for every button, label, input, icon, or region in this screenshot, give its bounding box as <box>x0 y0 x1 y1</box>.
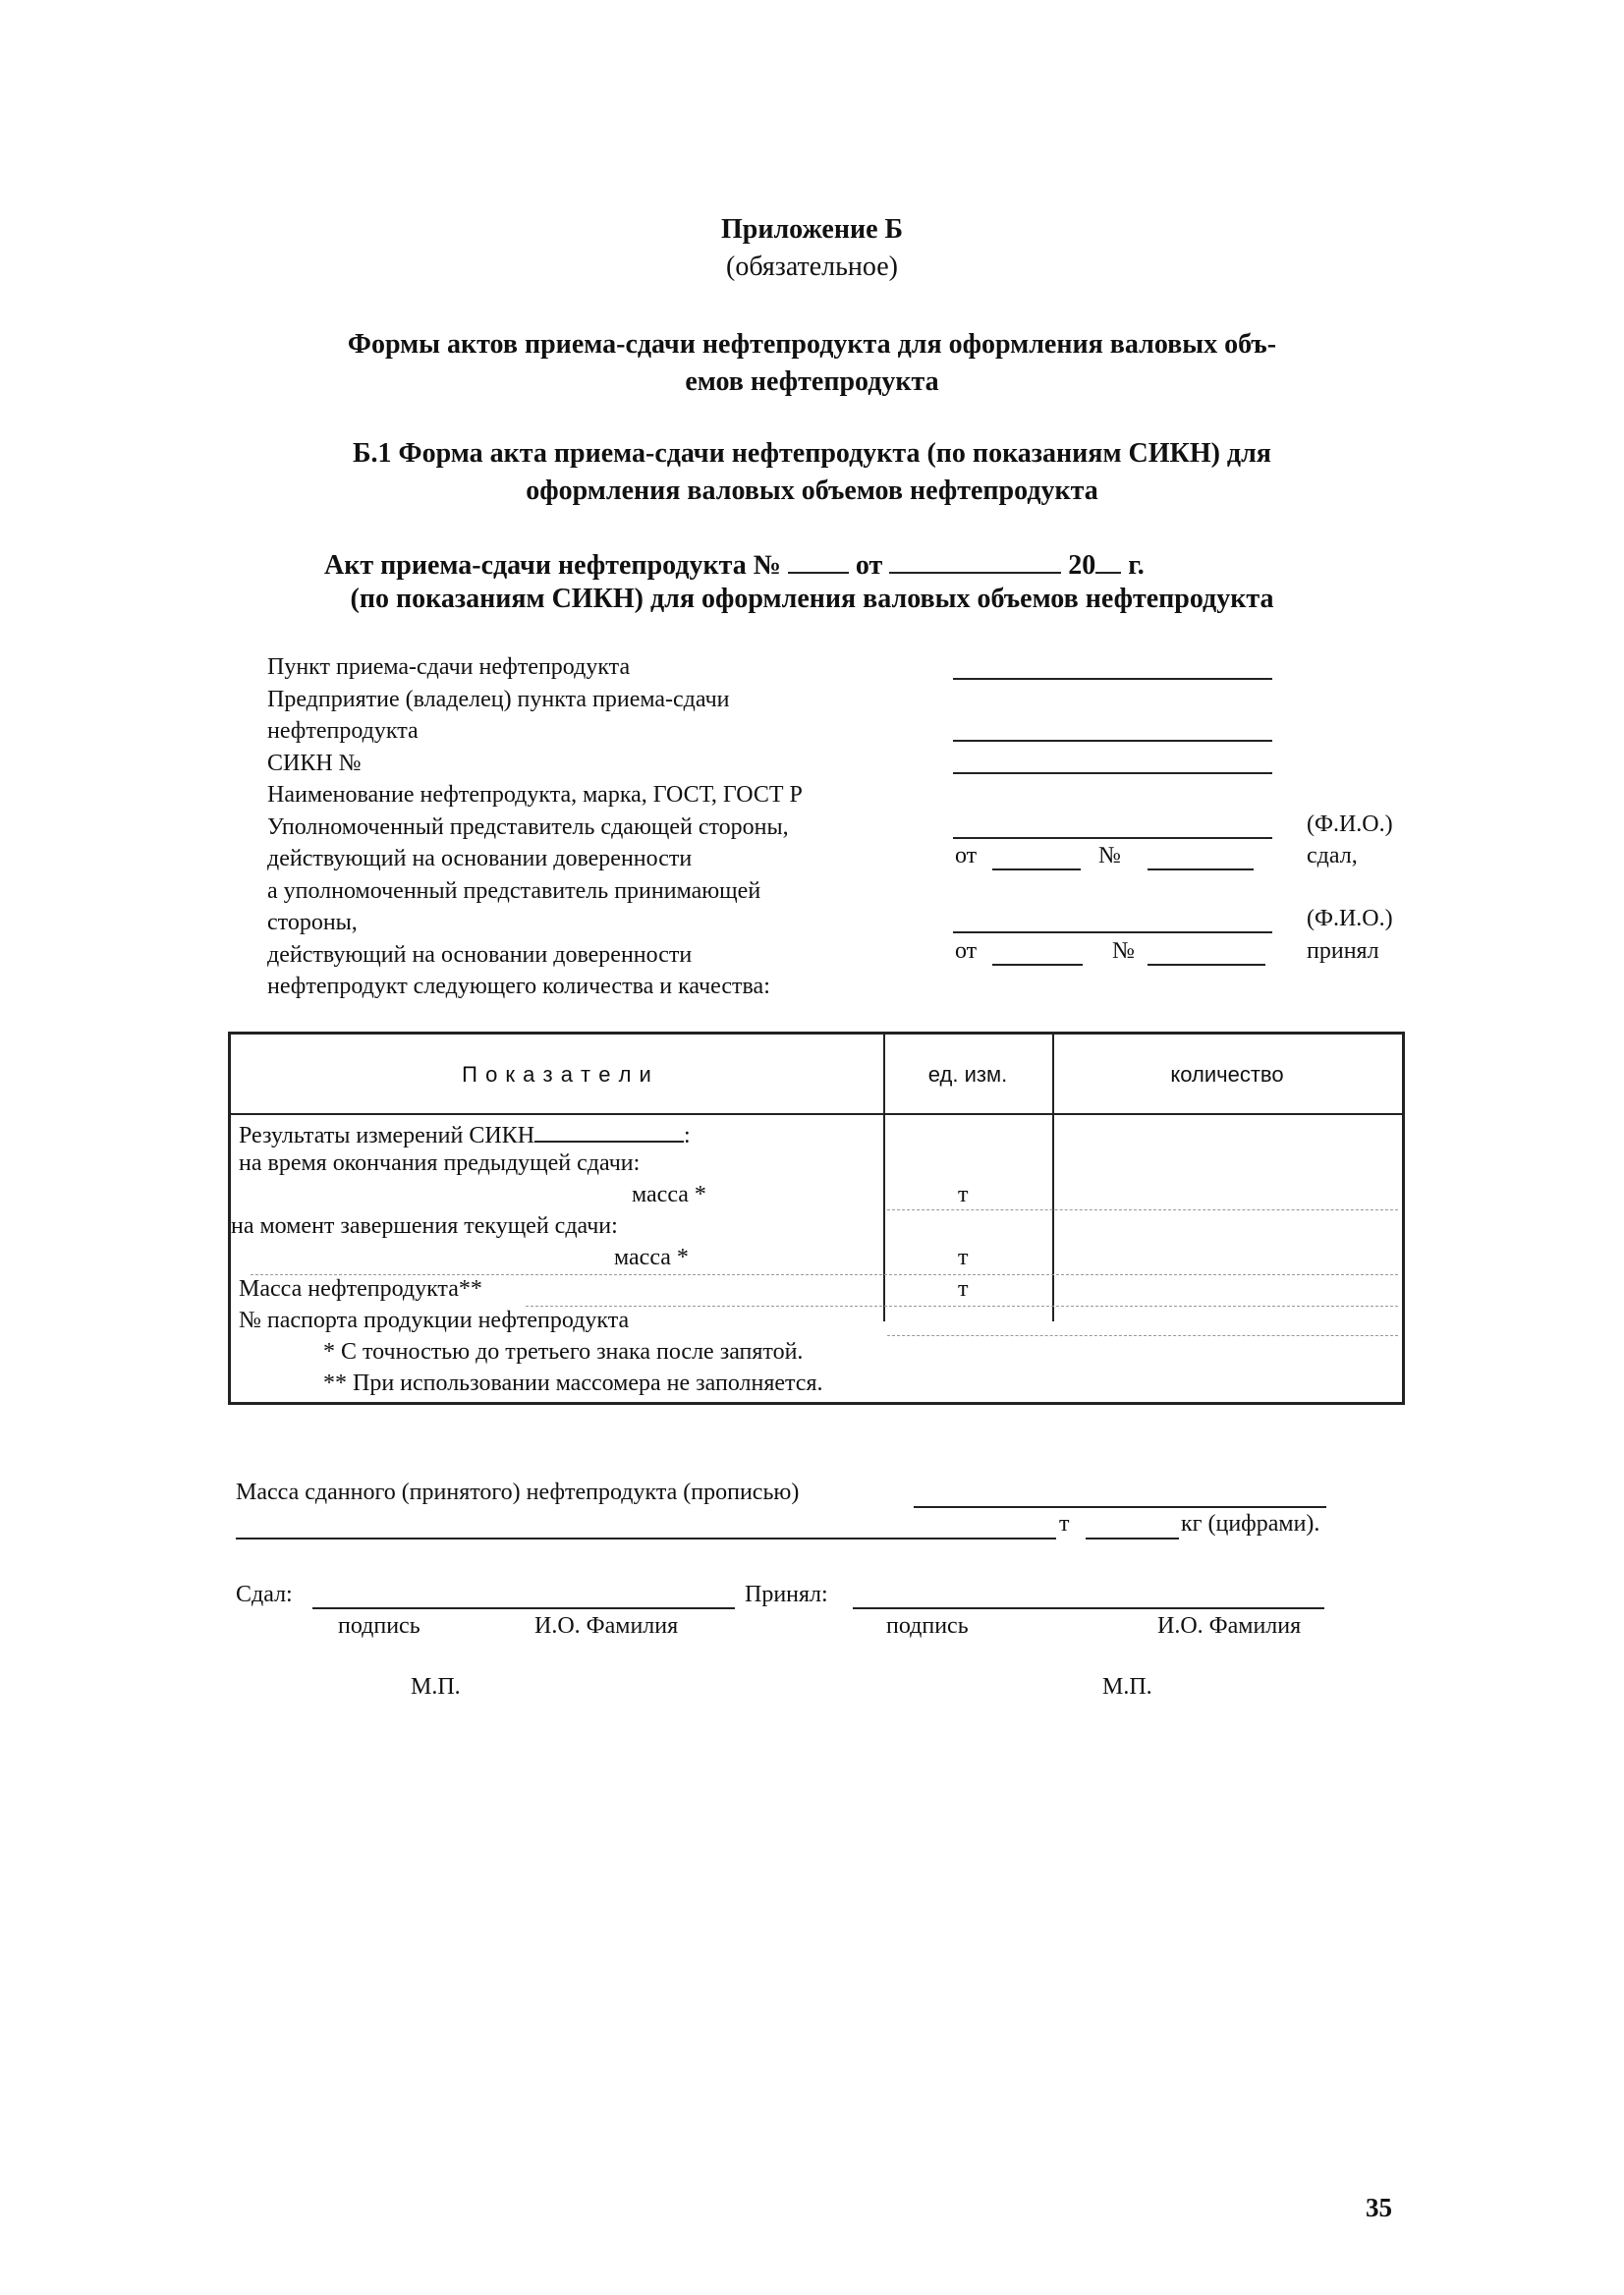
field-label-enterprise-cont: нефтепродукта <box>267 718 419 744</box>
poa-sender-date-field[interactable] <box>992 868 1081 870</box>
sdal-stamp-mark: М.П. <box>411 1674 461 1700</box>
act-date-field[interactable] <box>889 546 1061 574</box>
fio-label-receiver: (Ф.И.О.) <box>1307 906 1393 931</box>
quantity-prev-mass-cell[interactable] <box>1056 1150 1398 1209</box>
field-label-rep-receiver: а уполномоченный представитель принимающей <box>267 877 761 904</box>
poa-receiver-number-field[interactable] <box>1148 964 1265 966</box>
act-subtitle: (по показаниям СИКН) для оформления валовых объемов нефтепродукта <box>350 584 1274 614</box>
heading-line2: емов нефтепродукта <box>685 366 939 397</box>
sdal-label: сдал, <box>1307 843 1358 868</box>
table-header-unit: ед. изм. <box>927 1062 1008 1087</box>
poa-receiver-from: от <box>955 938 978 964</box>
act-year: 20 <box>1068 550 1096 581</box>
act-number-field[interactable] <box>788 546 849 574</box>
point-field[interactable] <box>953 678 1272 680</box>
poa-sender-number-field[interactable] <box>1148 868 1254 870</box>
row-sikn-label: Результаты измерений СИКН <box>239 1123 535 1148</box>
poa-sender-from: от <box>955 843 978 868</box>
field-label-poa-receiver: действующий на основании доверенности <box>267 941 693 968</box>
row-sikn-field[interactable] <box>534 1119 684 1143</box>
page-number: 35 <box>1366 2193 1392 2222</box>
mass-unit-t: т <box>1059 1511 1070 1537</box>
prinyal-podpis-caption: подпись <box>886 1613 969 1639</box>
sdal-podpis-caption: подпись <box>338 1613 420 1639</box>
act-title <box>324 546 1145 582</box>
sdal-fio-caption: И.О. Фамилия <box>534 1613 679 1639</box>
field-label-enterprise: Предприятие (владелец) пункта приема-сдачи <box>267 686 730 712</box>
unit-prev-mass: т <box>958 1182 969 1207</box>
prinyal-signature-label: Принял: <box>745 1582 828 1607</box>
table-note-2: ** При использовании массомера не заполняется. <box>323 1371 823 1396</box>
row-guide <box>251 1274 1398 1275</box>
table-row-product-mass: Масса нефтепродукта** <box>239 1276 482 1302</box>
unit-product-mass: т <box>958 1276 969 1302</box>
poa-sender-num-label: № <box>1098 843 1121 868</box>
mass-unit-kg: кг (цифрами). <box>1181 1511 1320 1537</box>
sdal-signature-field[interactable] <box>312 1607 735 1609</box>
field-label-quantity: нефтепродукт следующего количества и качества: <box>267 974 770 999</box>
poa-receiver-date-field[interactable] <box>992 964 1083 966</box>
appendix-title: Приложение Б <box>720 214 904 245</box>
field-label-point: Пункт приема-сдачи нефтепродукта <box>267 654 631 680</box>
receiver-fio-field[interactable] <box>953 931 1272 933</box>
act-prefix: Акт приема-сдачи нефтепродукта № <box>324 550 781 581</box>
prinyal-stamp-mark: М.П. <box>1102 1674 1152 1700</box>
table-header-quantity: количество <box>1170 1062 1284 1087</box>
sikn-field[interactable] <box>953 772 1272 774</box>
table-row-sikn: Результаты измерений СИКН : <box>239 1119 691 1149</box>
mass-words-field-cont[interactable] <box>236 1538 1056 1539</box>
field-label-rep-receiver-cont: стороны, <box>267 910 358 935</box>
table-header-divider <box>231 1113 1402 1115</box>
field-label-rep-sender: Уполномоченный представитель сдающей стороны, <box>267 813 789 840</box>
field-label-sikn: СИКН № <box>267 750 362 776</box>
table-row-current: на момент завершения текущей сдачи: <box>231 1213 618 1239</box>
mass-kg-field[interactable] <box>1086 1538 1179 1539</box>
prinyal-fio-caption: И.О. Фамилия <box>1157 1613 1302 1639</box>
table-row-prev: на время окончания предыдущей сдачи: <box>239 1150 641 1176</box>
table-note-1: * С точностью до третьего знака после запятой. <box>323 1339 804 1365</box>
table-row-passport: № паспорта продукции нефтепродукта <box>239 1308 630 1333</box>
sender-fio-field[interactable] <box>953 837 1272 839</box>
row-guide <box>526 1306 1398 1307</box>
heading-line1: Формы актов приема-сдачи нефтепродукта для оформления валовых объ- <box>347 329 1277 360</box>
section-line1: Б.1 Форма акта приема-сдачи нефтепродукта (по показаниям СИКН) для <box>353 438 1271 469</box>
prinyal-signature-field[interactable] <box>853 1607 1324 1609</box>
appendix-subtitle: (обязательное) <box>726 252 898 282</box>
quantity-current-mass-cell[interactable] <box>1056 1213 1398 1272</box>
mass-words-field[interactable] <box>914 1506 1326 1508</box>
table-header-indicators: П о к а з а т е л и <box>462 1062 652 1087</box>
poa-receiver-num-label: № <box>1112 938 1135 964</box>
fields-labels <box>267 651 803 1003</box>
act-year-suffix: г. <box>1128 550 1145 581</box>
row-guide <box>887 1209 1398 1210</box>
act-from: от <box>855 550 883 581</box>
quantity-product-mass-cell[interactable] <box>1056 1276 1398 1306</box>
section-line2: оформления валовых объемов нефтепродукта <box>526 476 1098 506</box>
sdal-signature-label: Сдал: <box>236 1582 293 1607</box>
fio-label-sender: (Ф.И.О.) <box>1307 812 1393 837</box>
mass-words-label: Масса сданного (принятого) нефтепродукта (прописью) <box>236 1480 800 1505</box>
field-label-poa-sender: действующий на основании доверенности <box>267 846 693 871</box>
indicators-table <box>228 1032 1405 1405</box>
table-row-current-mass: масса * <box>614 1245 689 1270</box>
field-label-product: Наименование нефтепродукта, марка, ГОСТ, ГОСТ Р <box>267 782 803 808</box>
enterprise-field[interactable] <box>953 740 1272 742</box>
unit-current-mass: т <box>958 1245 969 1270</box>
quantity-passport-cell[interactable] <box>1056 1308 1398 1337</box>
act-year-field[interactable] <box>1095 546 1121 574</box>
prinyal-label: принял <box>1307 938 1379 964</box>
table-row-prev-mass: масса * <box>632 1182 706 1207</box>
